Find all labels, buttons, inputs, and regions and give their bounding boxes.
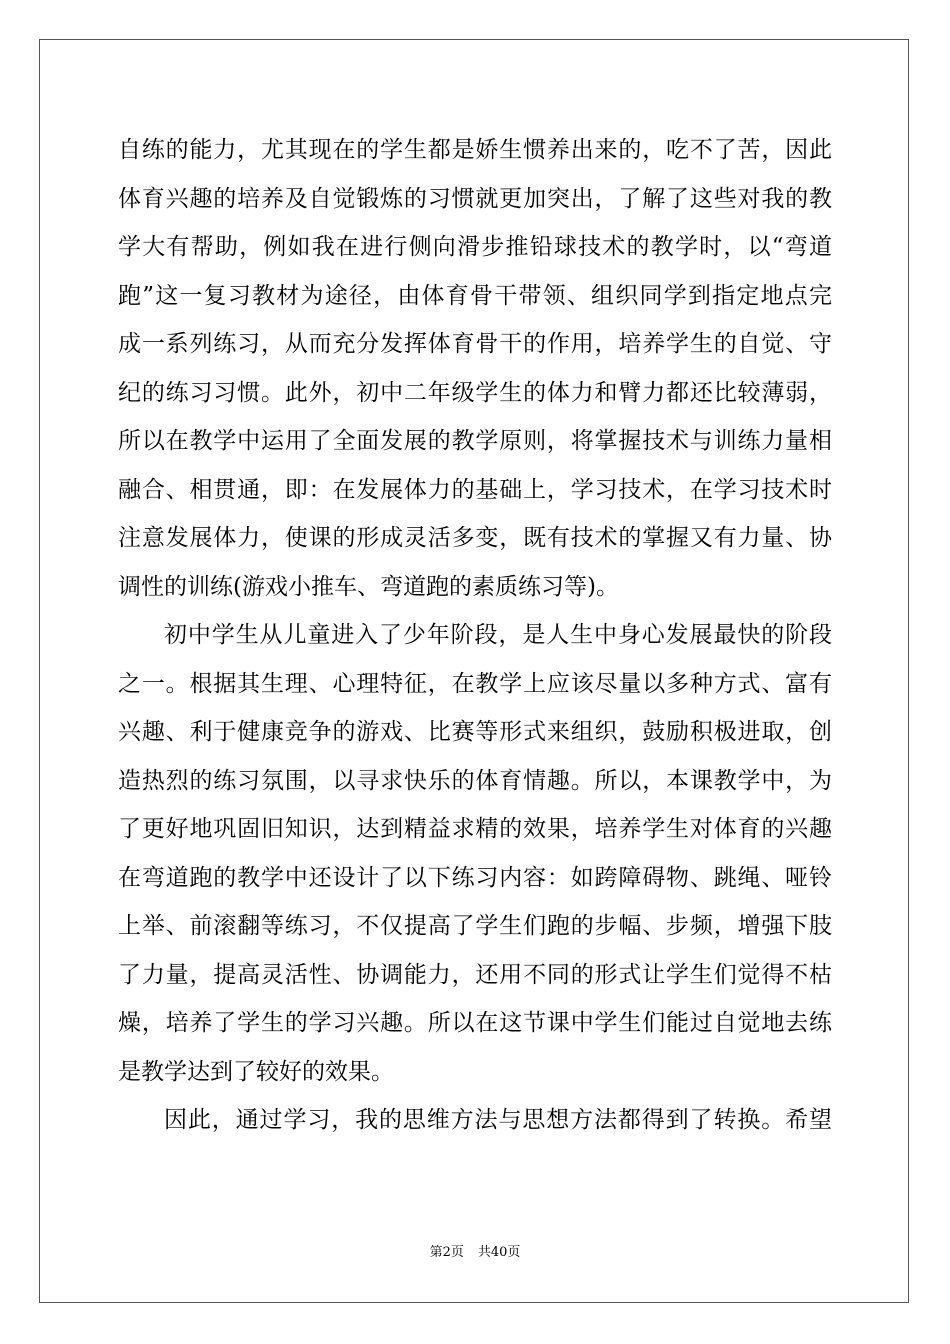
text-line: 上举、前滚翻等练习，不仅提高了学生们跑的步幅、步频，增强下肢: [118, 913, 832, 939]
text-line: 纪的练习习惯。此外，初中二年级学生的体力和臂力都还比较薄弱，: [118, 379, 832, 406]
page-total: 共40页: [477, 1245, 521, 1260]
text-line: 在弯道跑的教学中还设计了以下练习内容：如跨障碍物、跳绳、哑铃: [118, 864, 832, 891]
text-line: 所以在教学中运用了全面发展的教学原则，将掌握技术与训练力量相: [118, 428, 832, 454]
text-line: 了力量，提高灵活性、协调能力，还用不同的形式让学生们觉得不枯: [118, 961, 832, 988]
text-line: 之一。根据其生理、心理特征，在教学上应该尽量以多种方式、富有: [118, 670, 832, 697]
text-line: 成一系列练习，从而充分发挥体育骨干的作用，培养学生的自觉、守: [118, 331, 832, 357]
text-line: 跑”这一复习教材为途径，由体育骨干带领、组织同学到指定地点完: [118, 282, 832, 309]
text-line: 了更好地巩固旧知识，达到精益求精的效果，培养学生对体育的兴趣: [118, 816, 832, 842]
text-line: 融合、相贯通，即：在发展体力的基础上，学习技术，在学习技术时: [118, 476, 832, 503]
text-line: 注意发展体力，使课的形成灵活多变，既有技术的掌握又有力量、协: [118, 525, 832, 551]
text-line: 自练的能力，尤其现在的学生都是娇生惯养出来的，吃不了苦，因此: [118, 137, 832, 163]
text-line: 兴趣、利于健康竞争的游戏、比赛等形式来组织，鼓励积极进取，创: [118, 719, 832, 745]
text-line: 燥，培养了学生的学习兴趣。所以在这节课中学生们能过自觉地去练: [118, 1010, 832, 1036]
text-line: 调性的训练(游戏小推车、弯道跑的素质练习等)。: [118, 573, 619, 600]
text-line: 初中学生从儿童进入了少年阶段，是人生中身心发展最快的阶段: [164, 622, 832, 648]
page-number: 第2页: [429, 1245, 464, 1260]
page-footer: [0, 1244, 950, 1262]
text-line: 造热烈的练习氛围，以寻求快乐的体育情趣。所以，本课教学中，为: [118, 767, 832, 794]
text-line: 学大有帮助，例如我在进行侧向滑步推铅球技术的教学时，以“弯道: [118, 234, 832, 260]
text-line: 是教学达到了较好的效果。: [118, 1058, 394, 1085]
text-line: 体育兴趣的培养及自觉锻炼的习惯就更加突出，了解了这些对我的教: [118, 185, 832, 212]
text-line: 因此，通过学习，我的思维方法与思想方法都得到了转换。希望: [164, 1107, 832, 1133]
document-body: [118, 126, 832, 1145]
